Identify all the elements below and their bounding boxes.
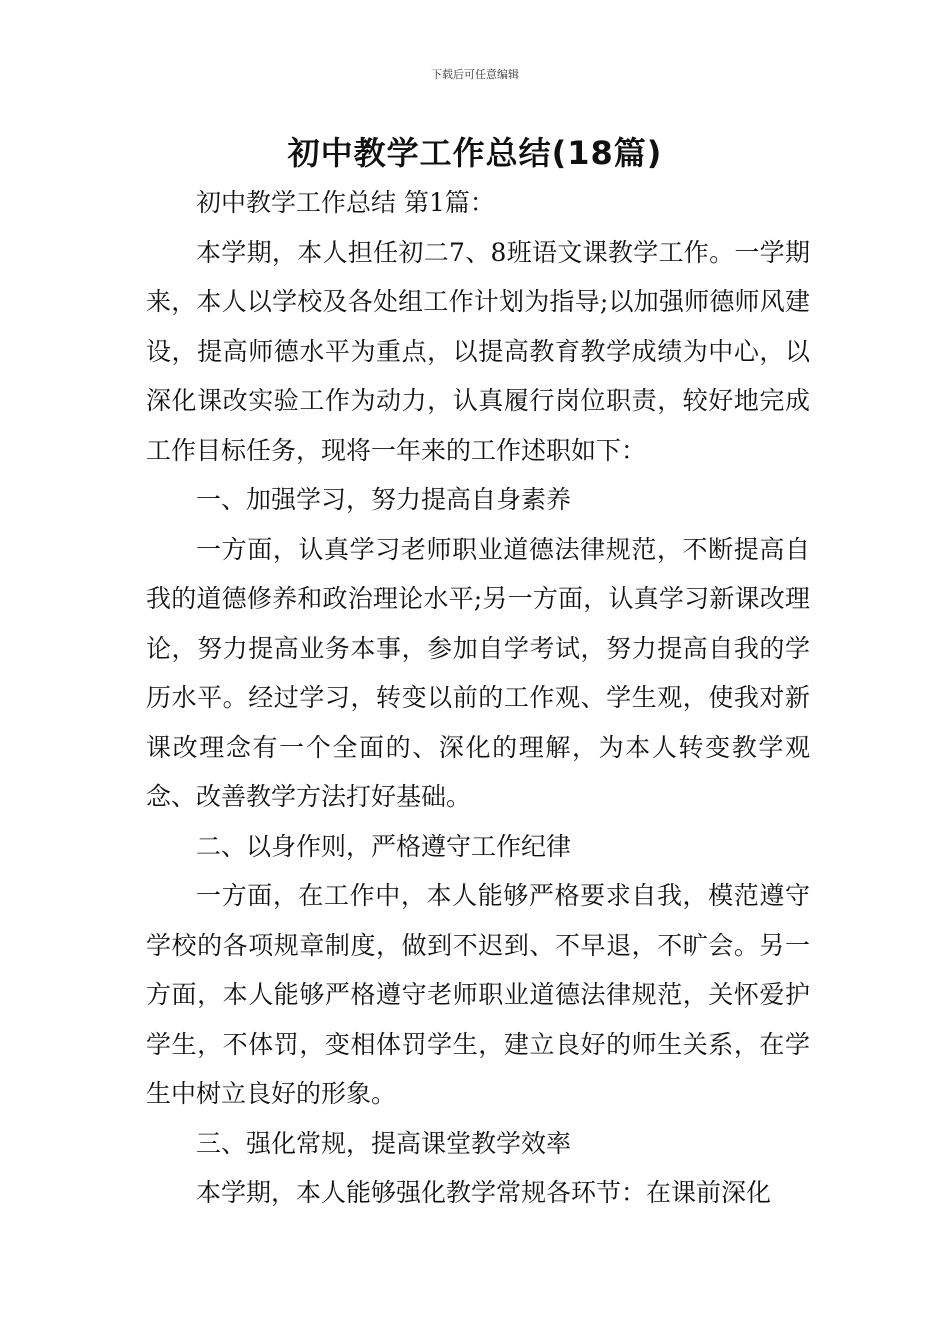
section-intro-heading: 初中教学工作总结 第1篇： xyxy=(196,188,495,217)
section-heading-3: 三、强化常规，提高课堂教学效率 xyxy=(196,1128,572,1158)
paragraph-section-1: 一方面，认真学习老师职业道德法律规范，不断提高自我的道德修养和政治理论水平;另一方面，认真学习新课改理论，努力提高业务本事，参加自学考试，努力提高自我的学历水平。经过学习，转变以前的工作观、学生观，使我对新课改理念有一个全面的、深化的理解，为本人转变教学观念、改善教学方法打好基础。 xyxy=(146,534,810,811)
paragraph-section-2: 一方面，在工作中，本人能够严格要求自我，模范遵守学校的各项规章制度，做到不迟到、不早退，不旷会。另一方面，本人能够严格遵守老师职业道德法律规范，关怀爱护学生，不体罚，变相体罚学生，建立良好的师生关系，在学生中树立良好的形象。 xyxy=(146,881,810,1108)
header-note: 下载后可任意编辑 xyxy=(431,68,519,81)
section-heading-1: 一、加强学习，努力提高自身素养 xyxy=(196,485,572,514)
paragraph-intro: 本学期，本人担任初二7、8班语文课教学工作。一学期来，本人以学校及各处组工作计划为指导;以加强师德师风建设，提高师德水平为重点，以提高教育教学成绩为中心，以深化课改实验工作为动力，认真履行岗位职责，较好地完成工作目标任务，现将一年来的工作述职如下： xyxy=(146,237,810,465)
section-heading-2: 二、以身作则，严格遵守工作纪律 xyxy=(196,831,572,861)
paragraph-section-3: 本学期，本人能够强化教学常规各环节：在课前深化 xyxy=(196,1178,772,1207)
document-title: 初中教学工作总结(18篇) xyxy=(287,134,663,172)
document-body xyxy=(146,178,810,1218)
